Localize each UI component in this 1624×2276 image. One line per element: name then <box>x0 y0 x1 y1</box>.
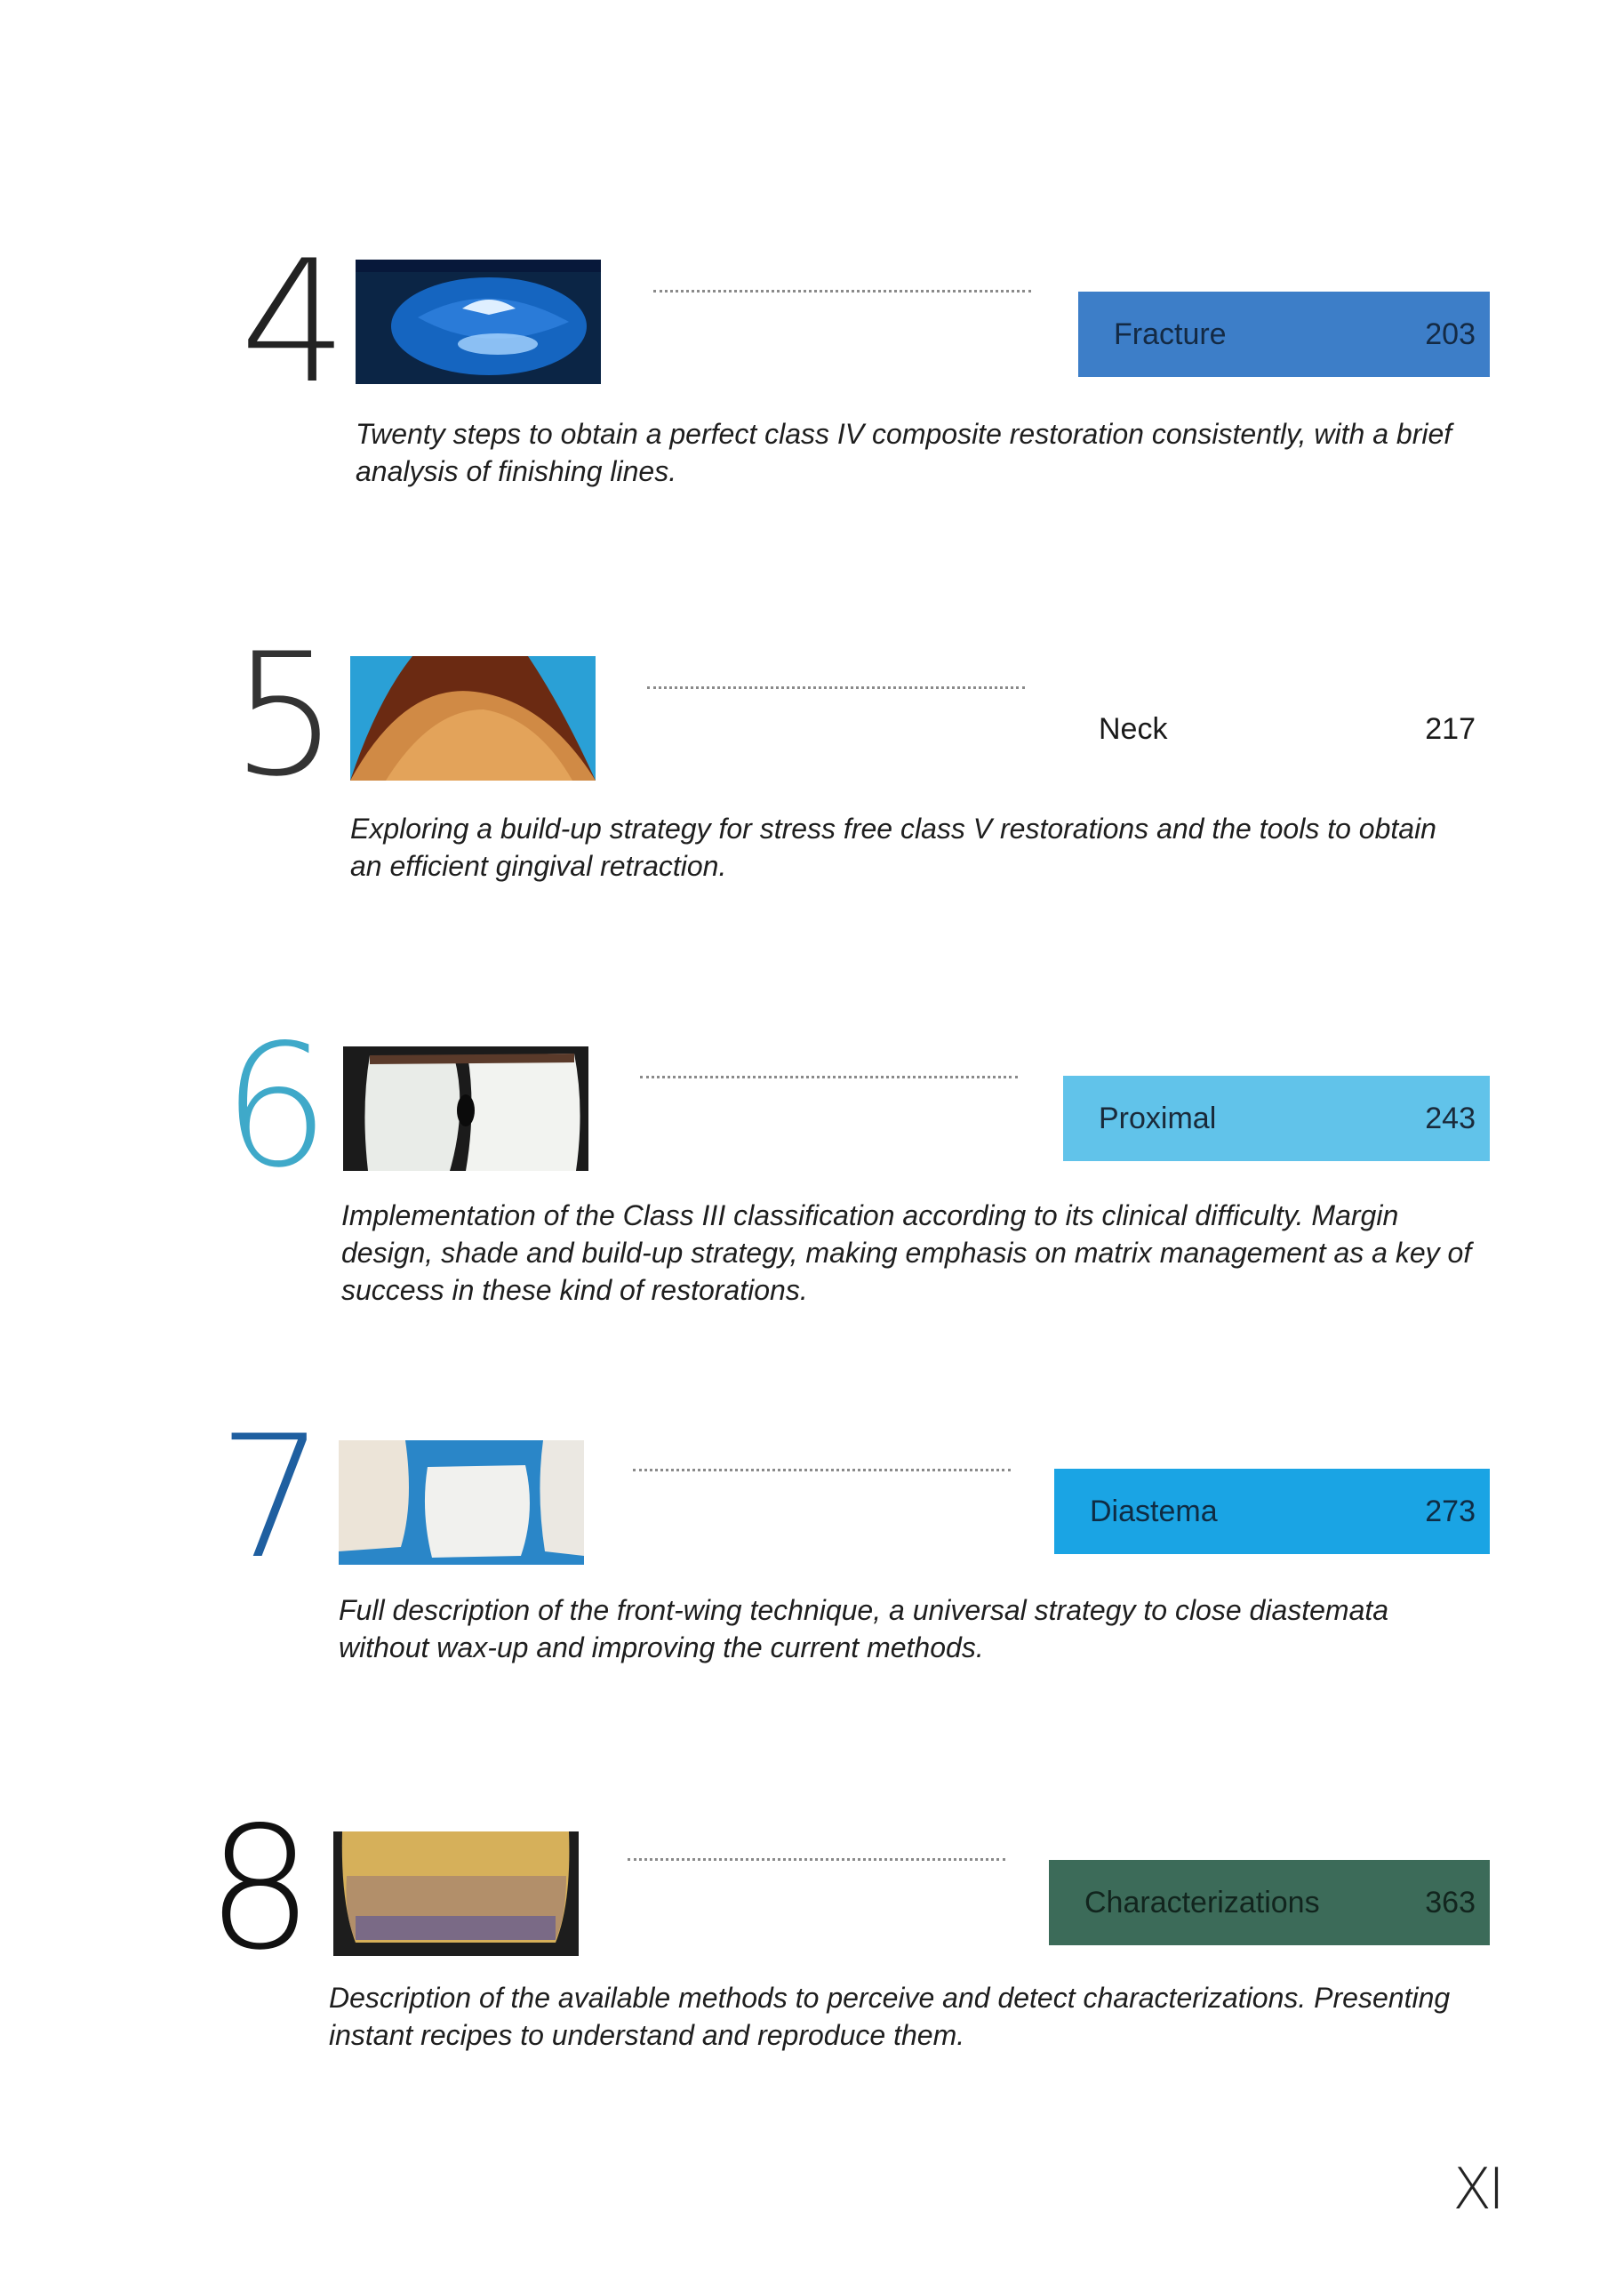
chapter-number: 4 <box>240 224 348 421</box>
dotted-leader <box>628 1858 1005 1861</box>
incisor-characterization-photo-icon <box>333 1831 579 1956</box>
chapter-description: Implementation of the Class III classification according to its clinical difficulty. Margin design, shade and build-up strategy, making emphasis on matrix management as a key of success in these kind of restorations. <box>341 1199 1472 1306</box>
chapter-bar[interactable] <box>1054 1469 1490 1554</box>
chapter-title: Fracture <box>1114 317 1227 351</box>
chapter-page: 273 <box>1425 1494 1476 1528</box>
chapter-description: Description of the available methods to perceive and detect characterizations. Presenting instant recipes to understand and reproduce them. <box>329 1982 1451 2051</box>
chapter-title: Diastema <box>1090 1494 1218 1528</box>
chapter-page: 203 <box>1425 317 1476 351</box>
chapter-description: Twenty steps to obtain a perfect class IV composite restoration consistently, with a brief analysis of finishing lines. <box>356 418 1452 487</box>
chapter-number: 8 <box>206 1791 314 1987</box>
page-number: XI <box>1452 2157 1501 2223</box>
chapter-page: 363 <box>1425 1885 1476 1919</box>
dotted-leader <box>647 686 1025 689</box>
dotted-leader <box>640 1076 1018 1078</box>
chapter-number: 5 <box>231 617 339 813</box>
chapter-number: 7 <box>218 1399 325 1596</box>
chapter-page: 243 <box>1425 1101 1476 1135</box>
chapter-title: Characterizations <box>1084 1885 1320 1919</box>
tooth-neck-photo-icon <box>350 656 596 781</box>
chapter-title: Proximal <box>1099 1101 1217 1135</box>
chapter-number: 6 <box>222 1008 330 1205</box>
diastema-teeth-photo-icon <box>339 1440 584 1565</box>
chapter-page: 217 <box>1425 711 1476 746</box>
chapter-description: Exploring a build-up strategy for stress free class V restorations and the tools to obtain an efficient gingival retraction. <box>350 813 1436 882</box>
chapter-bar[interactable] <box>1063 686 1490 772</box>
proximal-teeth-photo-icon <box>343 1046 588 1171</box>
chapter-title: Neck <box>1099 711 1168 746</box>
chapter-bar[interactable] <box>1063 1076 1490 1161</box>
chapter-bar[interactable] <box>1049 1860 1490 1945</box>
chapter-description: Full description of the front-wing technique, a universal strategy to close diastemata without wax-up and improving the current methods. <box>339 1594 1389 1663</box>
dotted-leader <box>633 1469 1011 1471</box>
